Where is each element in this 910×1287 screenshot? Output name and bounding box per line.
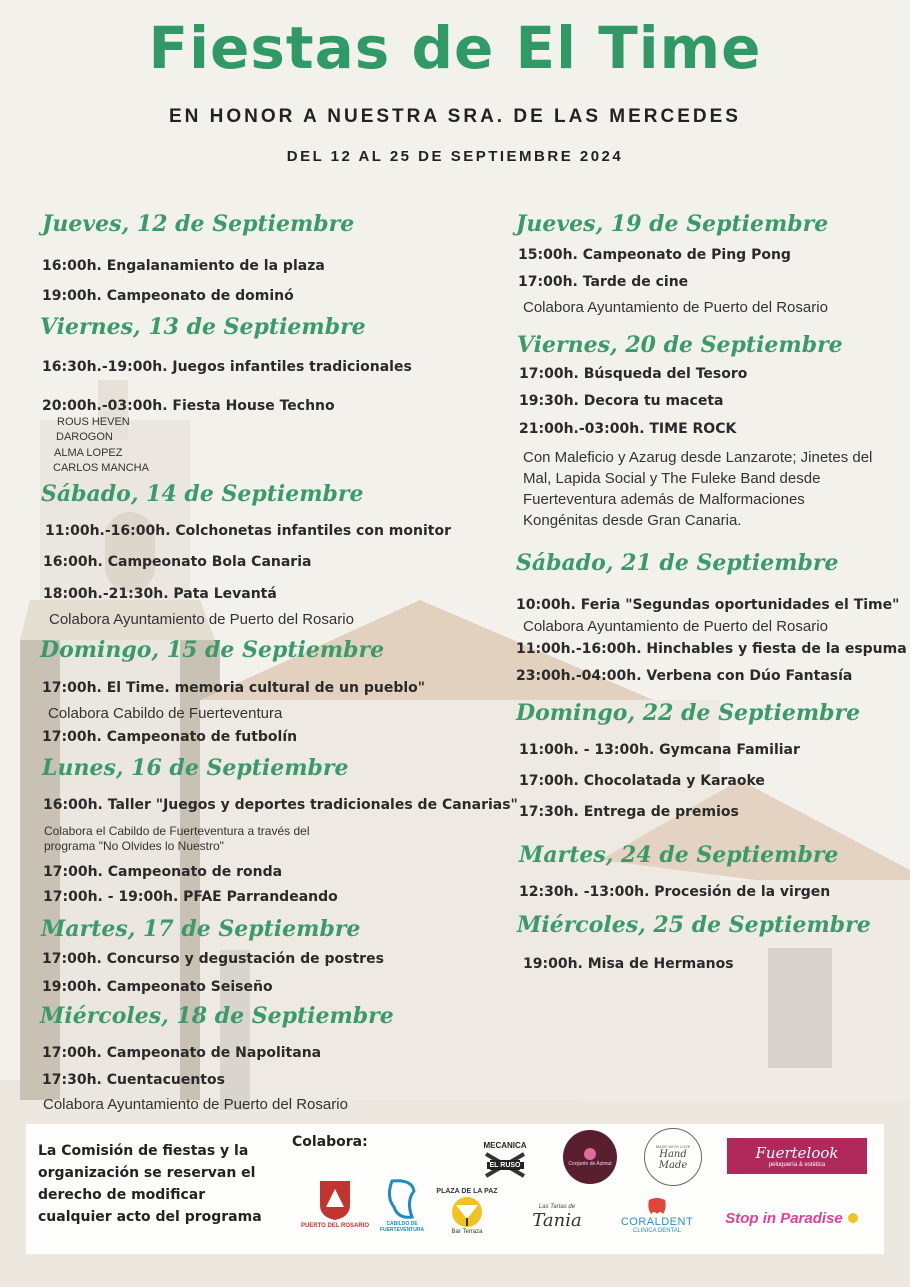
event-item: 17:30h. Entrega de premios <box>519 804 739 820</box>
event-item: 10:00h. Feria "Segundas oportunidades el Time" <box>516 597 900 613</box>
mecanica-el-ruso-logo <box>472 1124 538 1186</box>
event-item: 19:30h. Decora tu maceta <box>519 393 724 409</box>
lineup-item: ROUS HEVEN <box>57 416 130 428</box>
event-item: 17:00h. Campeonato de Napolitana <box>42 1045 322 1061</box>
fuertelook-sub: peluquería & estética <box>768 1162 826 1168</box>
event-item: 16:00h. Campeonato Bola Canaria <box>43 554 312 570</box>
collaborator-note: Colabora el Cabildo de Fuerteventura a través del <box>44 824 310 838</box>
collaborator-note: Colabora Ayuntamiento de Puerto del Rosario <box>49 611 354 628</box>
tania-top: Las Tartas de <box>538 1203 576 1210</box>
page-subtitle: EN HONOR A NUESTRA SRA. DE LAS MERCEDES <box>169 106 741 127</box>
event-dates: DEL 12 AL 25 DE SEPTIEMBRE 2024 <box>286 148 624 165</box>
cabildo-name: CABILDO DE FUERTEVENTURA <box>379 1221 425 1233</box>
event-item: 18:00h.-21:30h. Pata Levantá <box>43 586 277 602</box>
fuertelook-name: Fuertelook <box>755 1144 839 1162</box>
day-heading: Domingo, 15 de Septiembre <box>40 637 385 663</box>
stop-in-paradise-logo <box>714 1198 874 1238</box>
collaborators-label: Colabora: <box>292 1134 368 1150</box>
event-item: 11:00h.-16:00h. Hinchables y fiesta de la espuma <box>516 641 907 657</box>
event-item: 19:00h. Misa de Hermanos <box>523 956 734 972</box>
collaborator-note: programa "No Olvides lo Nuestro" <box>44 839 224 853</box>
event-item: 11:00h.-16:00h. Colchonetas infantiles con monitor <box>45 523 451 539</box>
handmade-name: Hand Made <box>658 1148 688 1171</box>
sponsors-footer <box>26 1124 884 1254</box>
page-title: Fiestas de El Time <box>148 14 762 82</box>
event-item: 16:30h.-19:00h. Juegos infantiles tradicionales <box>42 359 412 375</box>
day-heading: Jueves, 19 de Septiembre <box>516 211 829 237</box>
handmade-logo <box>644 1128 702 1186</box>
collaborator-note: Colabora Ayuntamiento de Puerto del Rosario <box>523 618 828 635</box>
cabildo-logo <box>372 1168 432 1242</box>
conjunto-name: Conjunto de Azimut <box>568 1161 612 1167</box>
event-item: 16:00h. Taller "Juegos y deportes tradicionales de Canarias" <box>43 797 518 813</box>
coral-sub: CLINICA DENTAL <box>632 1228 682 1234</box>
event-item: 20:00h.-03:00h. Fiesta House Techno <box>42 398 335 414</box>
event-item: 21:00h.-03:00h. TIME ROCK <box>519 421 737 437</box>
event-item: 16:00h. Engalanamiento de la plaza <box>42 258 325 274</box>
day-heading: Viernes, 13 de Septiembre <box>40 314 366 340</box>
day-heading: Jueves, 12 de Septiembre <box>42 211 355 237</box>
plaza-sub: Bar Terraza <box>451 1228 483 1235</box>
island-icon <box>382 1177 422 1221</box>
event-item: 15:00h. Campeonato de Ping Pong <box>518 247 791 263</box>
day-heading: Martes, 24 de Septiembre <box>519 842 839 868</box>
sun-icon <box>843 1208 863 1228</box>
day-heading: Sábado, 21 de Septiembre <box>516 550 839 576</box>
day-heading: Martes, 17 de Septiembre <box>41 916 361 942</box>
collaborator-note: Colabora Cabildo de Fuerteventura <box>48 705 283 722</box>
conjunto-logo <box>563 1130 617 1184</box>
ayuntamiento-name: PUERTO DEL ROSARIO <box>300 1223 370 1229</box>
handmade-top: MADE WITH LOVE <box>655 1143 691 1149</box>
plaza-name: PLAZA DE LA PAZ <box>436 1187 498 1195</box>
coraldent-logo <box>614 1192 700 1240</box>
event-item: 19:00h. Campeonato Seiseño <box>42 979 273 995</box>
day-heading: Lunes, 16 de Septiembre <box>42 755 349 781</box>
event-item: 17:00h. Concurso y degustación de postres <box>42 951 384 967</box>
event-item: 11:00h. - 13:00h. Gymcana Familiar <box>519 742 800 758</box>
mecanica-mid: EL RUSO <box>487 1162 524 1169</box>
disclaimer-text: La Comisión de fiestas y la organización se reservan el derecho de modificar cualquier acto del programa <box>38 1143 262 1225</box>
lineup-item: ALMA LOPEZ <box>54 447 123 459</box>
day-heading: Domingo, 22 de Septiembre <box>516 700 861 726</box>
stop-name: Stop in Paradise <box>725 1209 843 1227</box>
shield-icon <box>318 1179 352 1221</box>
day-heading: Miércoles, 25 de Septiembre <box>517 912 871 938</box>
tooth-icon <box>646 1198 668 1216</box>
event-item: 17:00h. Tarde de cine <box>518 274 689 290</box>
event-item: 17:00h. Campeonato de futbolín <box>42 729 298 745</box>
lineup-item: CARLOS MANCHA <box>53 462 149 474</box>
event-item: 17:30h. Cuentacuentos <box>42 1072 225 1088</box>
day-heading: Viernes, 20 de Septiembre <box>517 332 843 358</box>
event-item: 23:00h.-04:00h. Verbena con Dúo Fantasía <box>516 668 853 684</box>
mecanica-top: MECANICA <box>483 1141 527 1150</box>
band-lineup-paragraph: Con Maleficio y Azarug desde Lanzarote; Jinetes del Mal, Lapida Social y The Fuleke Band desde Fuerteventura además de Malformaciones Kongénitas desde Gran Canaria. <box>523 449 873 529</box>
day-heading: Miércoles, 18 de Septiembre <box>40 1003 394 1029</box>
event-item: 17:00h. Búsqueda del Tesoro <box>519 366 748 382</box>
lineup-item: DAROGON <box>56 431 113 443</box>
tartas-tania-logo <box>522 1184 592 1250</box>
coral-name: CORALDENT <box>620 1216 694 1228</box>
collaborator-note: Colabora Ayuntamiento de Puerto del Rosario <box>523 299 828 316</box>
ayuntamiento-logo <box>296 1166 374 1242</box>
event-item: 17:00h. Chocolatada y Karaoke <box>519 773 765 789</box>
event-item: 19:00h. Campeonato de dominó <box>42 288 294 304</box>
collaborator-note: Colabora Ayuntamiento de Puerto del Rosario <box>43 1096 348 1113</box>
flower-icon <box>581 1147 599 1161</box>
event-item: 17:00h. - 19:00h. PFAE Parrandeando <box>43 889 338 905</box>
event-item: 17:00h. El Time. memoria cultural de un pueblo" <box>42 680 426 696</box>
event-item: 12:30h. -13:00h. Procesión de la virgen <box>519 884 831 900</box>
tania-name: Tania <box>532 1209 582 1231</box>
fuertelook-logo <box>727 1138 867 1174</box>
cocktail-icon <box>450 1195 484 1229</box>
event-item: 17:00h. Campeonato de ronda <box>43 864 283 880</box>
day-heading: Sábado, 14 de Septiembre <box>41 481 364 507</box>
